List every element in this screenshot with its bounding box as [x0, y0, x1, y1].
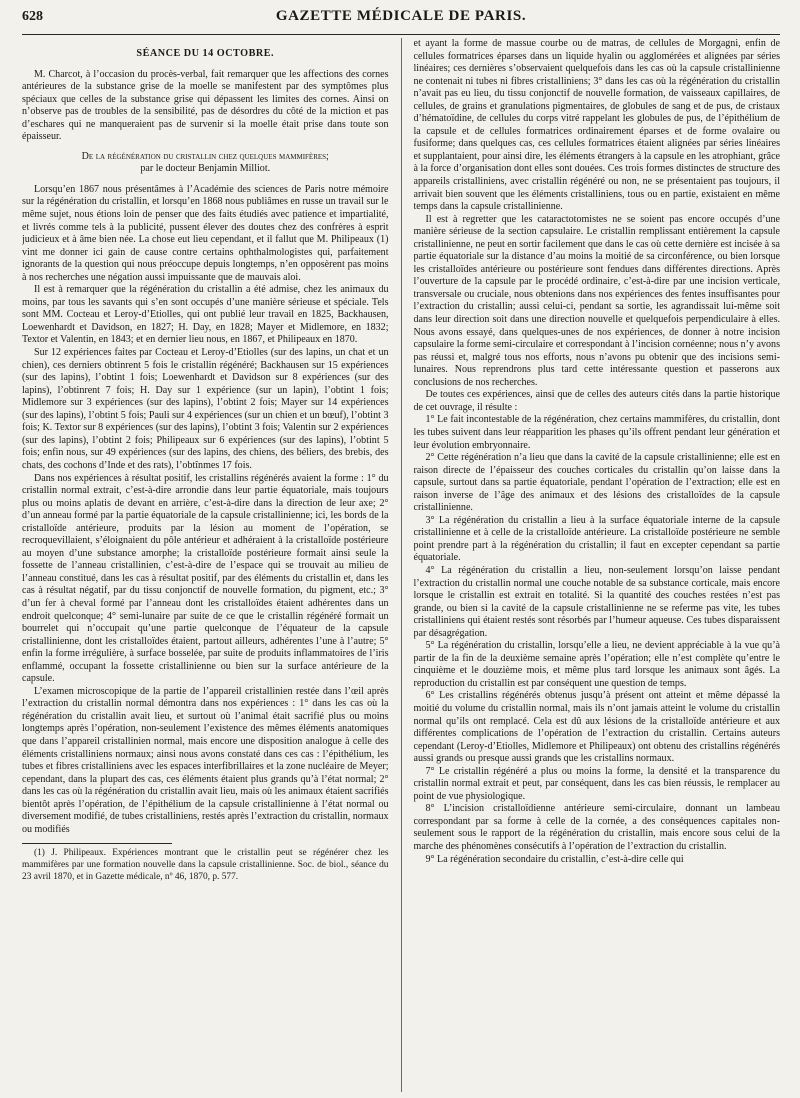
conclusion-item: 3° La régénération du cristallin a lieu à la surface équatoriale interne de la capsule cristallinienne et à celle de la cristalloïde antérieure. La cristalloïde postérieure ne semble point prendre part à la régénération du cristallin; il faut en excepter cependant sa partie équatoriale.	[413, 514, 780, 564]
article-title-line-2: par le docteur Benjamin Milliot.	[140, 163, 271, 175]
article-title-line-1: De la régénération du cristallin chez quelques mammifères;	[81, 150, 329, 162]
page-number: 628	[22, 9, 43, 24]
article-title	[22, 151, 389, 176]
left-column	[22, 38, 389, 1092]
column-rule	[401, 38, 402, 1092]
conclusion-item: 8° L’incision cristalloïdienne antérieure semi-circulaire, donnant un lambeau correspondant par sa forme à celle de la cornée, a des conséquences capitales non-seulement sous le rapport de la régénération du cristallin, mais encore sous celui de la marche des phénomènes consécutifs à l’opération de l’extraction du cristallin.	[413, 803, 780, 852]
charcot-paragraph: M. Charcot, à l’occasion du procès-verbal, fait remarquer que les affections des cornes antérieures de la substance grise de la moelle se manifestent par des symptômes plus spéciaux que celles de la substance grise qui dépassent les limites des cornes. Ainsi on n’observe pas de troubles de la sensibilité, pas de désordres du côté de la miction et pas d’eschares qui ne manqueraient pas de survenir si la moelle était prise dans toute son épaisseur.	[22, 68, 389, 143]
body-paragraph: et ayant la forme de massue courbe ou de matras, de cellules de Morgagni, enfin de cellules formatrices éparses dans un liquide hyalin ou agglomérées et alignées par séries linéaires; ces dernières s’observaient quelquefois dans les cas où la capsule cristallinienne ne contenait ni tubes ni fibres cristalliniens; 3° dans les cas où la régénération du cristallin n’avait pas eu lieu, du tissu conjonctif de nouvelle formation, de vaisseaux capillaires, de cellules, de grains et granulations pigmentaires, de globules de sang et de pus, de cristaux d’hématoïdine, de cellules du corps vitré rappelant les globules de pus, de l’épithélium de la capsule et de cellules formatrices ordinairement éparses et de forme ovalaire ou fusiforme; dans quelques cas, ces cellules formatrices étaient alignées par séries linéaires et supplantaient, pour ainsi dire, les éléments étrangers à la capsule en les atrophiant, grâce à la force d’organisation dont elles sont douées. Ces trois formes distinctes de structure des appareils cristalliniens, avec cristallin régénéré ou non, ne se présentaient pas toujours, il arrivait bien souvent que les éléments cristalliniens, tous ou en partie, existaient en même temps dans la capsule cristallinienne.	[413, 38, 780, 213]
right-column	[414, 38, 781, 1092]
body-paragraph: Lorsqu’en 1867 nous présentâmes à l’Académie des sciences de Paris notre mémoire sur la régénération du cristallin, et lorsqu’en 1868 nous publiâmes en russe un travail sur le même sujet, nous étions loin de penser que des faits étudiés avec patience et impartialité, et livrés comme tels à la publicité, pussent élever des doutes chez des confrères à esprit judicieux et à âme bien née. La chose eut lieu cependant, et il fallut que M. Philipeaux (1) vint me donner ici gain de cause contre certains ophthalmologistes qui, parfaitement ignorants de la question qui nous préoccupe depuis longtemps, n’en opposèrent pas moins à nos recherches une négation aussi impuissante que de mauvais aloi.	[22, 183, 389, 283]
session-title: SÉANCE DU 14 OCTOBRE.	[136, 48, 275, 59]
footnote-rule	[22, 843, 172, 844]
body-paragraph: Il est à regretter que les cataractotomistes ne se soient pas encore occupés d’une manière sérieuse de la section capsulaire. Le cristallin remplissant entièrement la capsule cristallinienne, ne peut en sortir facilement que dans le cas où cette dernière est incisée à sa partie équatoriale sur la distance d’au moins la moitié de sa circonférence, ou bien lorsque les cristalloïdes antérieure ou postérieure sont fendues dans différentes directions. Après l’ouverture de la capsule par le procédé ordinaire, c’est-à-dire par une incision verticale, transversale ou cruciale, nous obtenions dans nos expériences des fentes insuffisantes pour l’extraction du cristallin; aussi celui-ci, pendant sa sortie, les agrandissait lui-même soit dans leur direction soit dans une direction nouvelle et quelquefois perpendiculaire à elles. Nous avons essayé, dans quelques-unes de nos expériences, de donner à notre incision capsulaire la forme semi-circulaire et correspondant à l’incision cornéenne; nous n’y avons pas réussi et, malgré tous nos efforts, nous n’avons pu obtenir que des incisions semi-lunaires. Nous reprendrons plus tard cette intéressante question et passerons aux conclusions de nos recherches.	[413, 213, 780, 388]
conclusion-item: 4° La régénération du cristallin a lieu, non-seulement lorsqu’on laisse pendant l’extraction du cristallin normal une couche notable de sa substance corticale, mais encore lorsque le cristallin est extrait en totalité. Si la quantité des couches restées n’est pas grande, ou bien si la cavité de la capsule cristallinienne ne se referme pas vite, les tubes cristalliniens qui étaient restés sont résorbés par l’humeur aqueuse. Ces tubes disparaissent par désagrégation.	[413, 564, 780, 639]
conclusion-item: 5° La régénération du cristallin, lorsqu’elle a lieu, ne devient appréciable à la vue qu’à partir de la fin de la deuxième semaine après l’opération; elle n’est complète qu’entre le cinquième et le douzième mois, et même plus tard lorsque les animaux sont âgés. La reproduction du cristallin est par conséquent une question de temps.	[413, 640, 780, 689]
journal-title: GAZETTE MÉDICALE DE PARIS.	[275, 8, 527, 24]
text-columns	[22, 38, 780, 1092]
conclusion-item: 6° Les cristallins régénérés obtenus jusqu’à présent ont atteint et même dépassé la moitié du volume du cristallin normal, mais ils n’ont jamais atteint le volume du cristallin normal qu’ils ont remplacé. Cela est dû aux lésions de la cristalloïde antérieure et aux différentes complications de l’opération de l’extraction du cristallin. Certains auteurs cependant (Leroy-d’Etiolles, Midlemore et Philipeaux) ont obtenu des cristallins régénérés aussi grands ou presque aussi grands que les cristallins normaux.	[413, 690, 780, 765]
conclusion-item: 9° La régénération secondaire du cristallin, c’est-à-dire celle qui	[425, 853, 684, 865]
body-paragraph: Il est à remarquer que la régénération du cristallin a été admise, chez les animaux du moins, par tous les savants qui s’en sont occupés d’une manière sérieuse et spéciale. Tels sont MM. Cocteau et Leroy-d’Etiolles, qui ont publié leur travail en 1825, Backhausen, Loewenhardt et Davidson, en 1827; H. Day, en 1828; Mayer et Midlemore, en 1832; Textor et Valentin, en 1843; et en dernier lieu nous, en 1867, et Philipeaux en 1870.	[22, 284, 389, 346]
body-paragraph: Sur 12 expériences faites par Cocteau et Leroy-d’Etiolles (sur des lapins, un chat et un chien), ces derniers obtinrent 5 fois le cristallin régénéré; Backhausen sur 15 expériences (sur des lapins), l’obtint 1 fois; Loewenhardt et Davidson sur 8 expériences (sur des lapins), l’obtinrent 7 fois; H. Day sur 1 expérience (sur un lapin), l’obtint 1 fois; Midlemore sur 3 expériences (sur des lapins), l’obtint 2 fois; Mayer sur 14 expériences (sur des lapins), l’obtint 5 fois; Pauli sur 4 expériences (sur un chien et un bœuf), l’obtint 3 fois; K. Textor sur 8 expériences (sur des lapins), l’obtint 3 fois; Valentin sur 2 expériences (sur des lapins), l’obtint 2 fois; Philipeaux sur 6 expériences (sur des lapins), l’obtint 5 fois; enfin nous, sur 49 expériences (sur des lapins, des chiens, des béliers, des brebis, des chats, des cochons d’Inde et des rats), l’obtînmes 17 fois.	[22, 347, 389, 471]
body-paragraph: Dans nos expériences à résultat positif, les cristallins régénérés avaient la forme : 1° du cristallin normal extrait, c’est-à-dire arrondie dans leur partie équatoriale, mais toujours plus ou moins aplatis de devant en arrière, c’est-à-dire dans la direction de leur axe; 2° d’un anneau formé par la partie équatoriale de la capsule cristallinienne; ici, les bords de la cristalloïde antérieure, produits par la lésion au moment de l’opération, se recroquevillaient, s’éloignaient du pôle antérieur et adhéraient à la cristalloïde postérieure au moyen d’une substance amorphe; la cristalloïde postérieure formait ainsi seule la fossette de l’anneau cristallinien, c’est-à-dire de l’espace qui se trouvait au milieu de l’anneau constitué, dans les cas à résultat positif, par des éléments du cristallin et, dans les cas à résultat négatif, par du tissu conjonctif de nouvelle formation, du pigment, etc.; 3° d’un fer à cheval formé par l’anneau dont les cristalloïdes étaient adhérentes dans un endroit quelconque; 4° semi-lunaire par suite de ce que le cristallin régénéré formait un bourrelet qui n’occupait qu’une partie quelconque de l’équateur de la capsule cristallinienne, dont les cristalloïdes étaient, partout ailleurs, adhérentes l’une à l’autre; 5° enfin la forme irrégulière, à surface bosselée, par suite de produits inflammatoires de l’iris enflammé, occupant la fossette cristallinienne ou bien sur la surface antérieure de la capsule.	[22, 472, 389, 685]
body-paragraph: De toutes ces expériences, ainsi que de celles des auteurs cités dans la partie historique de cet ouvrage, il résulte :	[413, 389, 780, 413]
conclusion-item: 1° Le fait incontestable de la régénération, chez certains mammifères, du cristallin, dont les tubes suivent dans leur réapparition les phases qu’ils offrent pendant leur génération et leur évolution embryonnaire.	[413, 414, 780, 451]
conclusion-item: 7° Le cristallin régénéré a plus ou moins la forme, la densité et la transparence du cristallin normal extrait et peut, par conséquent, dans les cas bien réussis, le remplacer au point de vue physiologique.	[413, 765, 780, 802]
running-head	[22, 8, 780, 35]
footnote: (1) J. Philipeaux. Expériences montrant que le cristallin peut se régénérer chez les mammifères par une formation nouvelle dans la capsule cristallinienne. Soc. de biol., séance du 23 avril 1870, et in Gazette médicale, nº 46, 1870, p. 577.	[22, 848, 389, 882]
conclusion-item: 2° Cette régénération n’a lieu que dans la cavité de la capsule cristallinienne; elle est en raison directe de l’épaisseur des couches corticales du cristallin qu’on laisse dans la capsule, surtout dans sa partie équatoriale, pendant l’opération de l’extraction; elle est en raison inverse de l’âge des animaux et des lésions des cristalloïdes de la capsule cristallinienne.	[413, 452, 780, 514]
body-paragraph: L’examen microscopique de la partie de l’appareil cristallinien restée dans l’œil après l’extraction du cristallin normal démontra dans nos expériences : 1° dans les cas où la régénération du cristallin avait lieu, et surtout où l’animal était sacrifié plus ou moins longtemps après l’opération, non-seulement l’existence des mêmes éléments anatomiques que dans l’appareil cristallinien normal, mais encore une disposition analogue à celle des éléments cristalliniens normaux; ainsi nous avons constaté dans ces cas : l’épithélium, les tubes et fibres cristalliniens avec les espaces interfibrillaires et la zone nucléaire de Meyer; cependant, dans la plupart des cas, ces éléments étaient plus grands qu’à l’état normal; 2° dans les cas où la régénération du cristallin avait lieu, mais où les animaux étaient sacrifiés bientôt après l’opération, de l’épithélium de la capsule cristallinienne à l’état normal ou diversement modifié, de tubes cristalliniens, restés après l’extraction du cristallin, normaux ou modifiés	[22, 685, 389, 835]
